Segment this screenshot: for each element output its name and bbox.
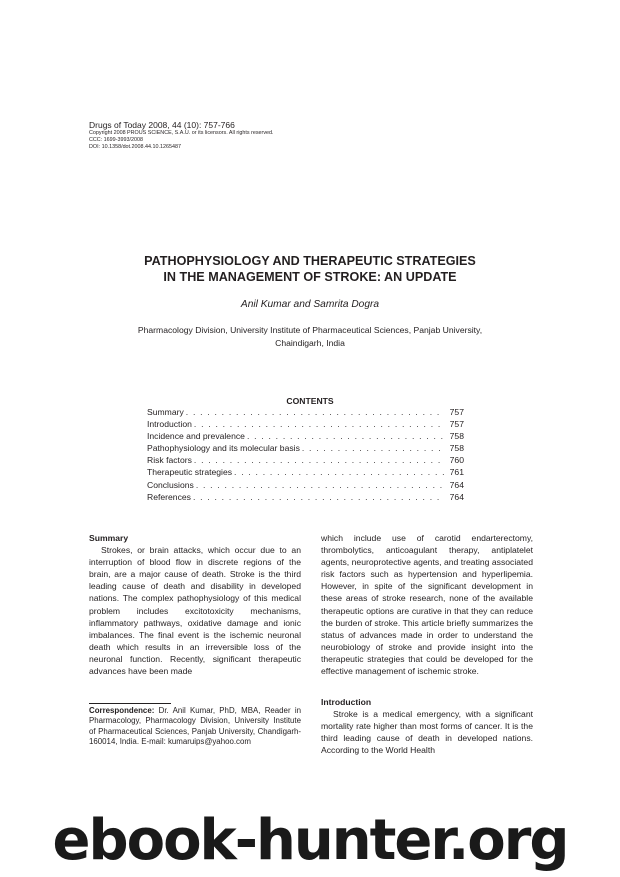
affiliation-line-2: Chaindigarh, India	[275, 337, 345, 348]
journal-citation: Drugs of Today 2008, 44 (10): 757-766	[89, 120, 235, 130]
toc-label: Pathophysiology and its molecular basis	[147, 443, 300, 454]
watermark: ebook-hunter.org	[52, 808, 568, 873]
toc-label: Therapeutic strategies	[147, 467, 233, 478]
title-line-2: IN THE MANAGEMENT OF STROKE: AN UPDATE	[163, 270, 457, 284]
footnote-rule	[89, 703, 171, 704]
affiliation	[100, 324, 520, 349]
toc-label: References	[147, 491, 191, 502]
authors: Anil Kumar and Samrita Dogra	[240, 299, 380, 310]
toc-entry[interactable]	[147, 418, 464, 430]
toc-leader	[191, 491, 444, 503]
introduction-section	[321, 696, 533, 756]
summary-text-right: which include use of carotid endarterectomy, thrombolytics, anticoagulant therapy, antiplatelet agents, neuroprotective agents, and treating associated risk factors such as hypertension and hyperlipemia. However, in spite of the significant development in these areas of stroke research, none of the available therapeutic options are curative in that they can reduce the burden of stroke. This article briefly summarizes the status of advances made in order to understand the neurobiology of stroke and provide insight into the therapeutic strategies that could be developed for the effective management of ischemic stroke.	[321, 533, 533, 677]
introduction-heading: Introduction	[321, 697, 372, 707]
summary-heading: Summary	[89, 533, 129, 543]
toc-label: Risk factors	[147, 455, 192, 466]
title-line-1: PATHOPHYSIOLOGY AND THERAPEUTIC STRATEGIES	[144, 254, 476, 268]
contents-heading: CONTENTS	[286, 396, 334, 406]
copyright-line: Copyright 2008 PROUS SCIENCE, S.A.U. or its licensors. All rights reserved.	[89, 130, 274, 136]
toc-leader	[192, 418, 444, 430]
toc-entry[interactable]	[147, 479, 464, 491]
correspondence-label: Correspondence:	[89, 706, 155, 715]
table-of-contents	[147, 406, 464, 503]
summary-text-left: Strokes, or brain attacks, which occur due to an interruption of blood flow in discrete regions of the brain, are a major cause of death. Stroke is the third leading cause of death and disability in developed nations. The complex pathophysiology of this medical problem includes excitotoxicity mechanisms, inflammatory pathways, oxidative damage and ionic imbalances. The final event is the ischemic neuronal death which results in an irreversible loss of the neuronal function. Recently, significant therapeutic advances have been made	[89, 545, 301, 677]
toc-leader	[184, 406, 444, 418]
toc-page: 757	[449, 407, 464, 417]
summary-left-column	[89, 532, 301, 677]
toc-leader	[192, 454, 444, 466]
toc-label: Conclusions	[147, 479, 194, 490]
affiliation-line-1: Pharmacology Division, University Institute of Pharmaceutical Sciences, Panjab University,	[137, 325, 483, 335]
toc-page: 764	[449, 479, 464, 490]
correspondence-note	[89, 706, 301, 748]
toc-entry[interactable]	[147, 406, 464, 418]
doi-line: DOI: 10.1358/dot.2008.44.10.1265487	[89, 144, 182, 151]
journal-header	[89, 120, 274, 152]
toc-page: 758	[449, 443, 464, 454]
toc-leader	[300, 442, 444, 454]
toc-label: Introduction	[147, 419, 192, 430]
toc-page: 764	[449, 491, 464, 502]
ccc-line: CCC: 1699-3993/2008	[89, 137, 143, 144]
introduction-text: Stroke is a medical emergency, with a significant mortality rate higher than most forms of cancer. It is the third leading cause of death in developed nations. According to the World Health	[321, 709, 533, 756]
toc-page: 758	[449, 431, 464, 442]
toc-entry[interactable]	[147, 491, 464, 503]
toc-page: 760	[449, 455, 464, 466]
toc-label: Incidence and prevalence	[147, 431, 245, 442]
toc-page: 757	[449, 419, 464, 430]
toc-entry[interactable]	[147, 466, 464, 478]
toc-leader	[232, 466, 444, 478]
toc-label: Summary	[147, 407, 184, 417]
toc-leader	[194, 479, 444, 491]
toc-entry[interactable]	[147, 454, 464, 466]
toc-leader	[245, 430, 444, 442]
summary-right-column	[321, 532, 533, 677]
toc-entry[interactable]	[147, 430, 464, 442]
article-title	[60, 253, 560, 285]
toc-page: 761	[449, 467, 464, 478]
correspondence-text: Dr. Anil Kumar, PhD, MBA, Reader in Pharmacology, Pharmacology Division, University Institute of Pharmaceutical Sciences, Panjab University, Chandigarh-160014, India. E-mail: kumaruips@yahoo.com	[89, 706, 301, 747]
toc-entry[interactable]	[147, 442, 464, 454]
